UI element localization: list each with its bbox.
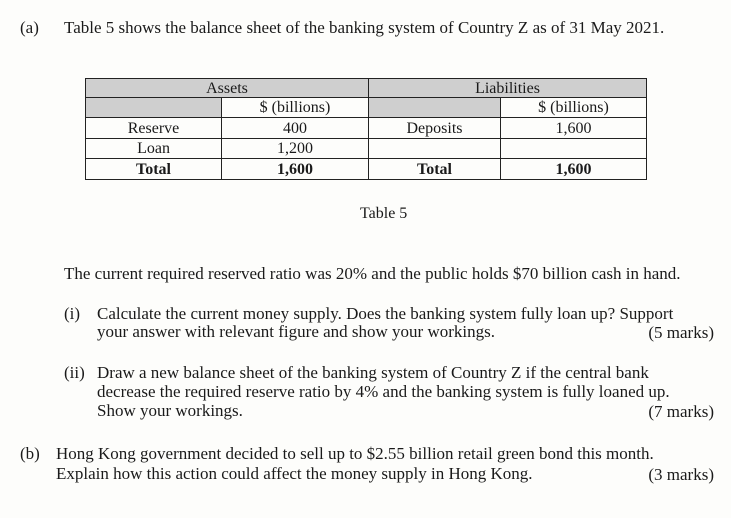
liability-label: Deposits — [369, 118, 501, 139]
liabilities-header: Liabilities — [369, 79, 647, 98]
part-b-label: (b) — [20, 444, 40, 463]
table-total-row — [86, 159, 647, 180]
table-unit-row — [86, 98, 647, 118]
context-paragraph: The current required reserved ratio was 20% and the public holds $70 billion cash in hand. — [64, 264, 681, 283]
part-a-intro: Table 5 shows the balance sheet of the banking system of Country Z as of 31 May 2021. — [64, 18, 665, 37]
table-row — [86, 118, 647, 139]
question-i-line1: Calculate the current money supply. Does the banking system fully loan up? Support — [97, 304, 674, 323]
table-cell — [369, 98, 501, 118]
liability-value — [501, 139, 647, 159]
liability-total-label: Total — [369, 159, 501, 180]
question-i-marks: (5 marks) — [648, 323, 714, 342]
asset-value: 400 — [222, 118, 369, 139]
question-ii-label: (ii) — [64, 363, 85, 382]
table-row — [86, 139, 647, 159]
part-b-marks: (3 marks) — [648, 465, 714, 484]
asset-label: Reserve — [86, 118, 222, 139]
question-ii-line1: Draw a new balance sheet of the banking system of Country Z if the central bank — [97, 363, 649, 382]
liability-total-value: 1,600 — [501, 159, 647, 180]
liability-value: 1,600 — [501, 118, 647, 139]
asset-total-value: 1,600 — [222, 159, 369, 180]
part-b-line2: Explain how this action could affect the money supply in Hong Kong. — [56, 464, 533, 483]
question-i-line2: your answer with relevant figure and show your workings. — [97, 322, 495, 341]
question-ii-marks: (7 marks) — [648, 402, 714, 421]
asset-label: Loan — [86, 139, 222, 159]
question-i-label: (i) — [64, 304, 81, 323]
question-ii-line3: Show your workings. — [97, 401, 243, 420]
question-ii-line2: decrease the required reserve ratio by 4% and the banking system is fully loaned up. — [97, 382, 670, 401]
liabilities-unit: $ (billions) — [501, 98, 647, 118]
asset-value: 1,200 — [222, 139, 369, 159]
part-a-label: (a) — [20, 18, 39, 37]
table-header-row — [86, 79, 647, 98]
table-caption: Table 5 — [360, 205, 408, 222]
liability-label — [369, 139, 501, 159]
balance-sheet-table — [85, 78, 647, 180]
table-cell — [86, 98, 222, 118]
assets-unit: $ (billions) — [222, 98, 369, 118]
part-b-line1: Hong Kong government decided to sell up to $2.55 billion retail green bond this month. — [56, 444, 654, 463]
assets-header: Assets — [86, 79, 369, 98]
asset-total-label: Total — [86, 159, 222, 180]
